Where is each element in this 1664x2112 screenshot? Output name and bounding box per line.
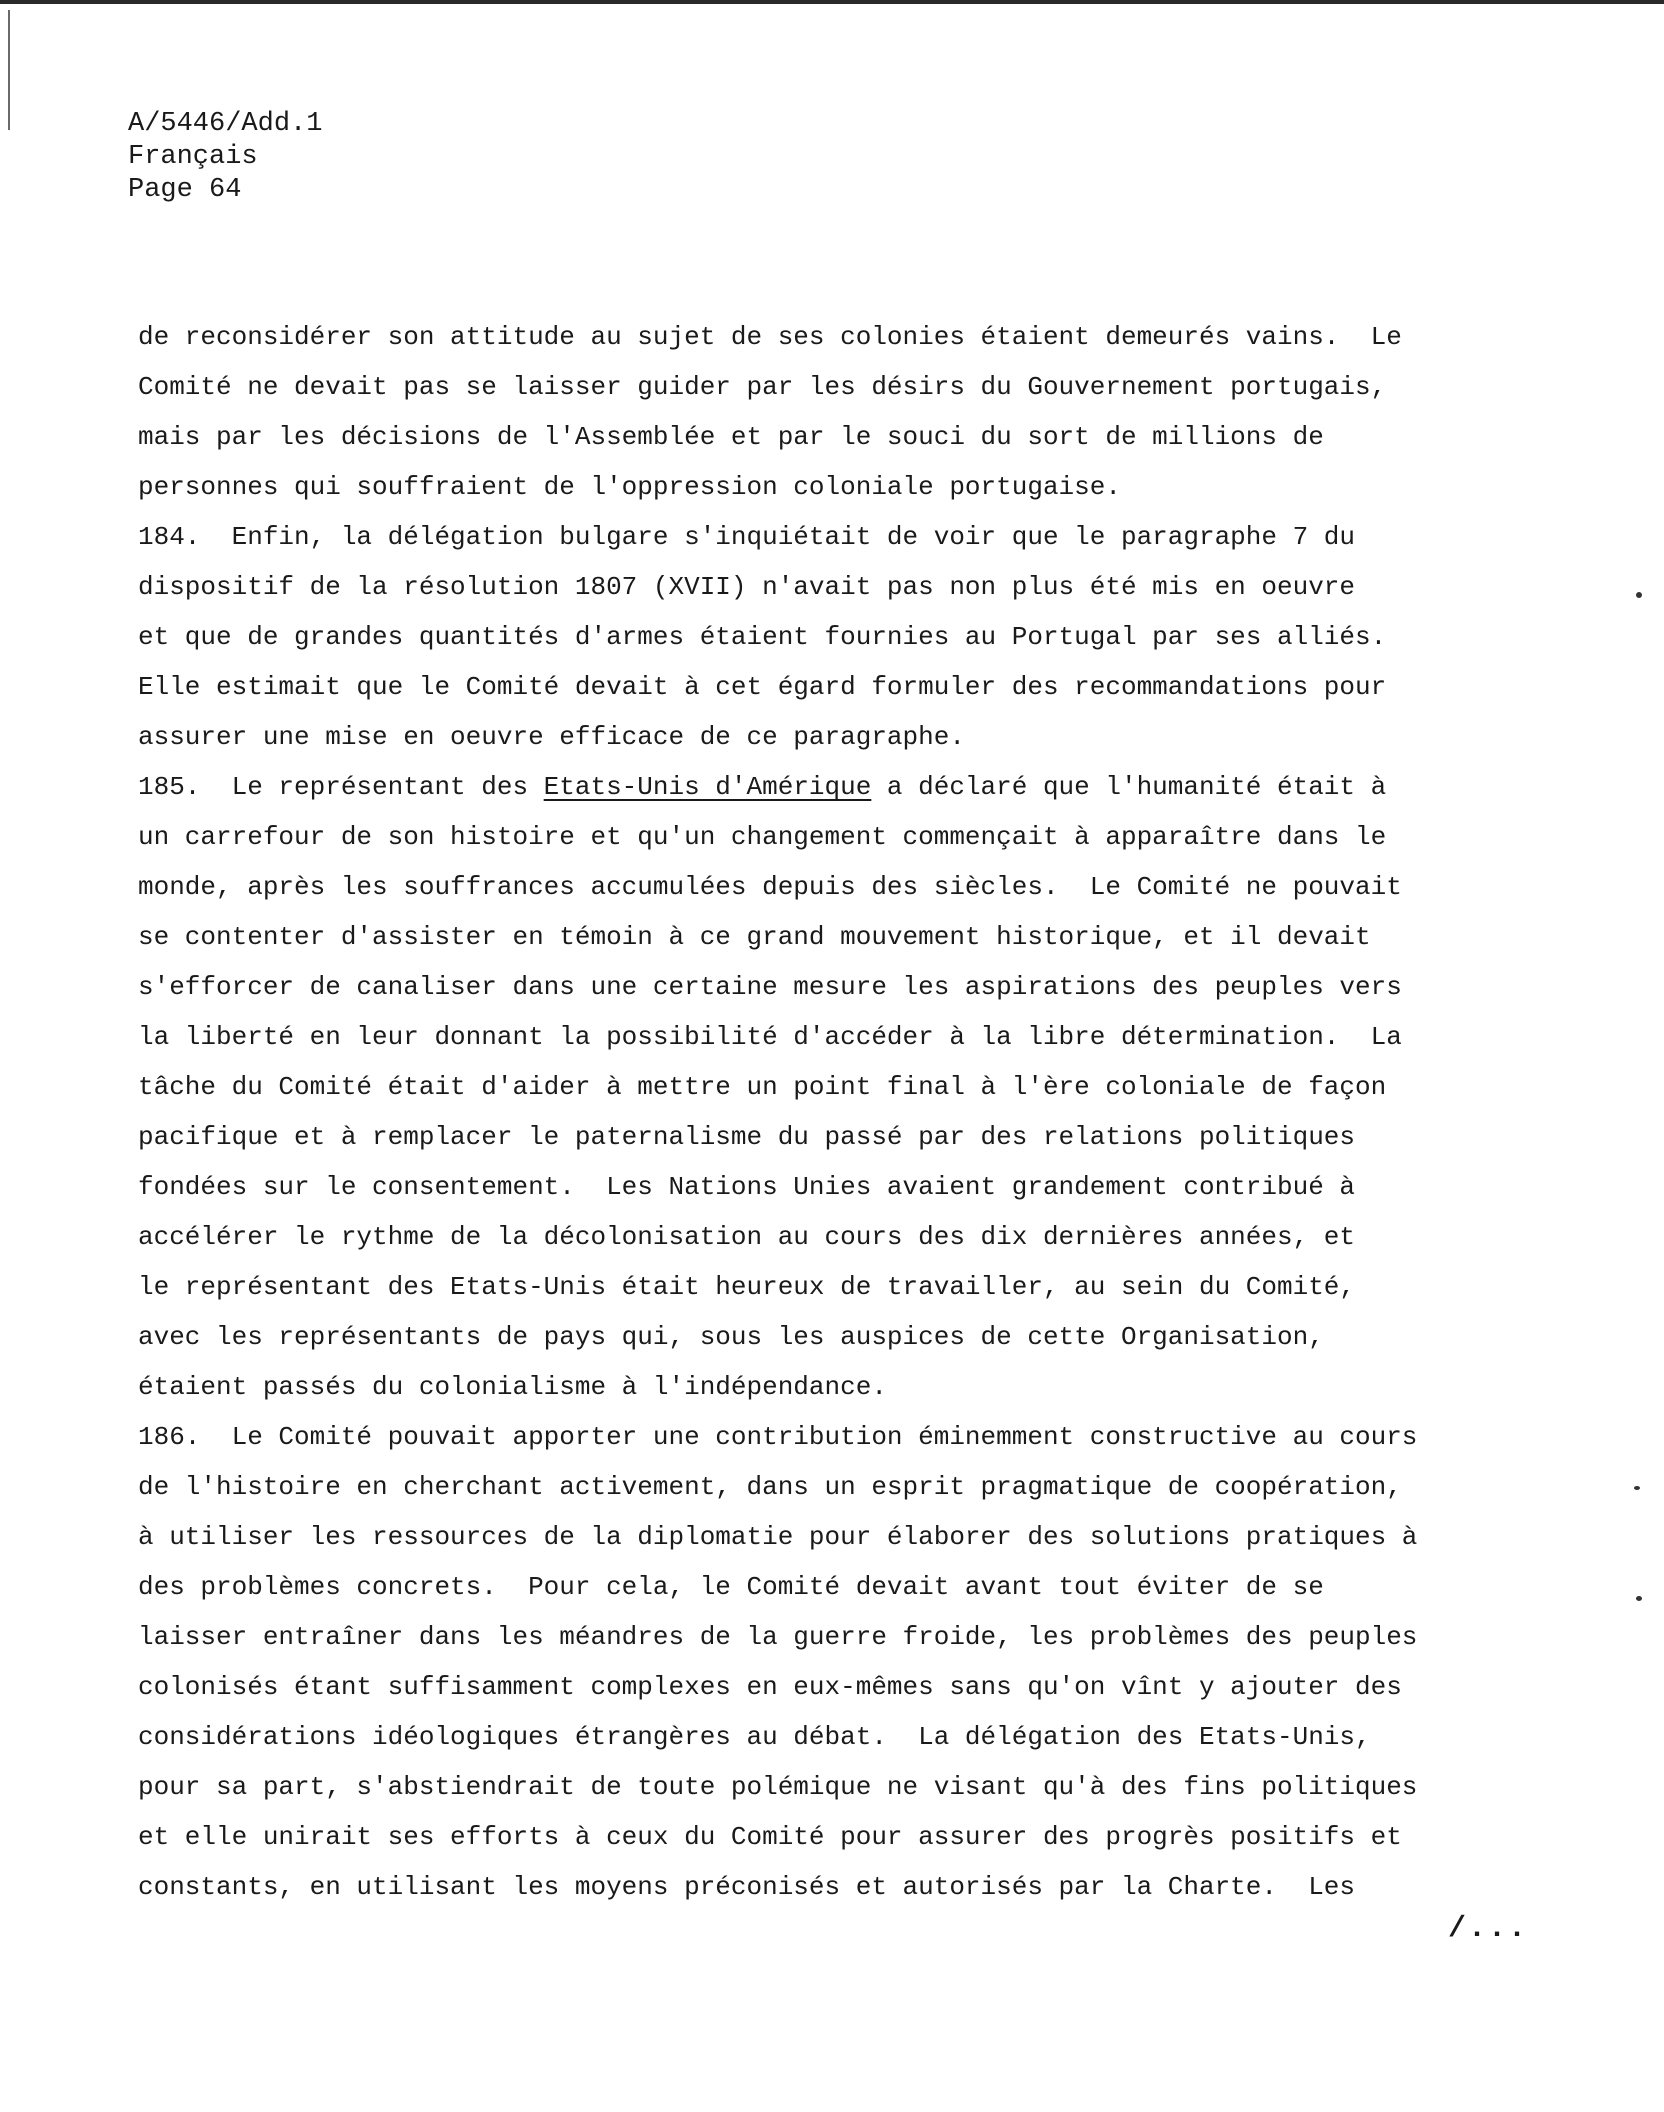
- text-line: tâche du Comité était d'aider à mettre un point final à l'ère coloniale de façon: [138, 1072, 1387, 1102]
- text-line: le représentant des Etats-Unis était heureux de travailler, au sein du Comité,: [138, 1272, 1355, 1302]
- text-line: considérations idéologiques étrangères au débat. La délégation des Etats-Unis,: [138, 1722, 1371, 1752]
- text-line: avec les représentants de pays qui, sous les auspices de cette Organisation,: [138, 1322, 1324, 1352]
- scan-speck: [1634, 1486, 1640, 1490]
- document-header: [128, 108, 322, 207]
- text-line: 186. Le Comité pouvait apporter une contribution éminemment constructive au cours: [138, 1422, 1418, 1452]
- text-line: des problèmes concrets. Pour cela, le Comité devait avant tout éviter de se: [138, 1572, 1324, 1602]
- text-line: personnes qui souffraient de l'oppression coloniale portugaise.: [138, 472, 1121, 502]
- text-line: pour sa part, s'abstiendrait de toute polémique ne visant qu'à des fins politiques: [138, 1772, 1418, 1802]
- text-line: et elle unirait ses efforts à ceux du Comité pour assurer des progrès positifs et: [138, 1822, 1402, 1852]
- text-line: à utiliser les ressources de la diplomatie pour élaborer des solutions pratiques à: [138, 1522, 1418, 1552]
- document-symbol: A/5446/Add.1: [128, 109, 323, 139]
- text-line: accélérer le rythme de la décolonisation au cours des dix dernières années, et: [138, 1222, 1355, 1252]
- text-line: Elle estimait que le Comité devait à cet égard formuler des recommandations pour: [138, 672, 1387, 702]
- text-line: 184. Enfin, la délégation bulgare s'inquiétait de voir que le paragraphe 7 du: [138, 522, 1355, 552]
- text-line: colonisés étant suffisamment complexes en eux-mêmes sans qu'on vînt y ajouter des: [138, 1672, 1402, 1702]
- continuation-marker: /...: [1448, 1912, 1529, 1946]
- text-line: assurer une mise en oeuvre efficace de ce paragraphe.: [138, 722, 965, 752]
- text-line: un carrefour de son histoire et qu'un changement commençait à apparaître dans le: [138, 822, 1387, 852]
- text-line: se contenter d'assister en témoin à ce grand mouvement historique, et il devait: [138, 922, 1371, 952]
- paragraph-185-rest: a déclaré que l'humanité était à: [871, 772, 1387, 802]
- text-line: Comité ne devait pas se laisser guider par les désirs du Gouvernement portugais,: [138, 372, 1387, 402]
- paragraph-185-intro: 185. Le représentant des: [138, 772, 544, 802]
- text-line: étaient passés du colonialisme à l'indépendance.: [138, 1372, 887, 1402]
- page-number: Page 64: [128, 175, 242, 205]
- paragraph-185-first-line: [138, 762, 1518, 812]
- text-line: mais par les décisions de l'Assemblée et par le souci du sort de millions de: [138, 422, 1324, 452]
- text-line: constants, en utilisant les moyens préconisés et autorisés par la Charte. Les: [138, 1872, 1355, 1902]
- text-line: de reconsidérer son attitude au sujet de ses colonies étaient demeurés vains. Le: [138, 322, 1402, 352]
- text-line: s'efforcer de canaliser dans une certaine mesure les aspirations des peuples vers: [138, 972, 1402, 1002]
- text-line: monde, après les souffrances accumulées depuis des siècles. Le Comité ne pouvait: [138, 872, 1402, 902]
- document-language: Français: [128, 142, 258, 172]
- text-line: la liberté en leur donnant la possibilité d'accéder à la libre détermination. La: [138, 1022, 1402, 1052]
- left-margin-mark: [8, 10, 10, 130]
- text-line: pacifique et à remplacer le paternalisme du passé par des relations politiques: [138, 1122, 1355, 1152]
- document-body: [138, 312, 1518, 1912]
- text-line: laisser entraîner dans les méandres de la guerre froide, les problèmes des peuples: [138, 1622, 1418, 1652]
- top-rule: [0, 0, 1664, 4]
- scan-speck: [1636, 1596, 1642, 1601]
- text-line: dispositif de la résolution 1807 (XVII) n'avait pas non plus été mis en oeuvre: [138, 572, 1355, 602]
- text-line: et que de grandes quantités d'armes étaient fournies au Portugal par ses alliés.: [138, 622, 1387, 652]
- country-name-underlined: Etats-Unis d'Amérique: [543, 772, 872, 802]
- scan-speck: [1636, 592, 1642, 598]
- text-line: de l'histoire en cherchant activement, dans un esprit pragmatique de coopération,: [138, 1472, 1402, 1502]
- text-line: fondées sur le consentement. Les Nations Unies avaient grandement contribué à: [138, 1172, 1355, 1202]
